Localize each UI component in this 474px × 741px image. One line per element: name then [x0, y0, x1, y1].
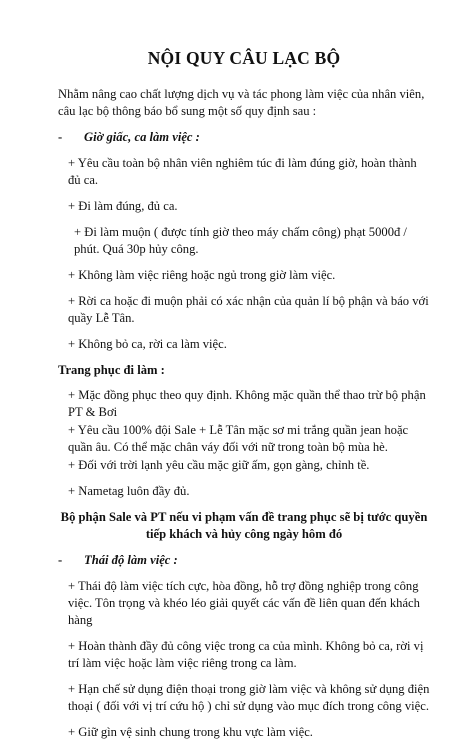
rule-item: + Đối với trời lạnh yêu cầu mặc giữ ấm, gọn gàng, chỉnh tề.	[68, 458, 370, 472]
rule-item: + Hoàn thành đầy đủ công việc trong ca của mình. Không bỏ ca, rời vị trí làm việc hoặc làm việc riêng trong ca làm.	[68, 639, 424, 670]
document-title: NỘI QUY CÂU LẠC BỘ	[147, 48, 341, 68]
rule-item: + Không làm việc riêng hoặc ngủ trong giờ làm việc.	[68, 268, 336, 282]
rule-item: + Thái độ làm việc tích cực, hòa đồng, hỗ trợ đồng nghiệp trong công việc. Tôn trọng và khéo léo giải quyết các vấn đề liên quan đến khách hàng	[68, 579, 420, 627]
section-heading-working-hours	[58, 129, 430, 146]
section-dash: -	[58, 553, 63, 567]
rule-item: + Yêu cầu 100% đội Sale + Lễ Tân mặc sơ mi trắng quần jean hoặc quần âu. Có thể mặc chân váy đối với nữ trong toàn bộ mùa hè.	[68, 423, 409, 454]
rule-item: + Mặc đồng phục theo quy định. Không mặc quần thể thao trừ bộ phận PT & Bơi	[68, 388, 426, 419]
section-heading-text: Giờ giấc, ca làm việc :	[84, 130, 200, 144]
rule-item: + Đi làm đúng, đủ ca.	[68, 199, 178, 213]
section-heading-work-attitude	[58, 552, 430, 569]
section-heading-text: Thái độ làm việc :	[84, 553, 178, 567]
dress-code-penalty-notice: Bộ phận Sale và PT nếu vi phạm vấn đề trang phục sẽ bị tước quyền tiếp khách và hủy công ngày hôm đó	[60, 510, 428, 541]
section-heading-dress-code: Trang phục đi làm :	[58, 363, 165, 377]
rule-item: + Rời ca hoặc đi muộn phải có xác nhận của quản lí bộ phận và báo với quầy Lễ Tân.	[68, 294, 429, 325]
section-dash: -	[58, 130, 63, 144]
rule-item: + Giữ gìn vệ sinh chung trong khu vực làm việc.	[68, 725, 313, 739]
rule-item: + Nametag luôn đầy đủ.	[68, 484, 190, 498]
rule-item: + Yêu cầu toàn bộ nhân viên nghiêm túc đi làm đúng giờ, hoàn thành đủ ca.	[68, 156, 417, 187]
rule-item: + Không bỏ ca, rời ca làm việc.	[68, 337, 227, 351]
rule-item: + Đi làm muộn ( được tính giờ theo máy chấm công) phạt 5000đ / phút. Quá 30p hủy công.	[74, 225, 407, 256]
intro-paragraph: Nhằm nâng cao chất lượng dịch vụ và tác phong làm việc của nhân viên, câu lạc bộ thông báo bổ sung một số quy định sau :	[58, 87, 425, 118]
rule-item: + Hạn chế sử dụng điện thoại trong giờ làm việc và không sử dụng điện thoại ( đối với vị trí cứu hộ ) chỉ sử dụng vào mục đích trong công việc.	[68, 682, 430, 713]
